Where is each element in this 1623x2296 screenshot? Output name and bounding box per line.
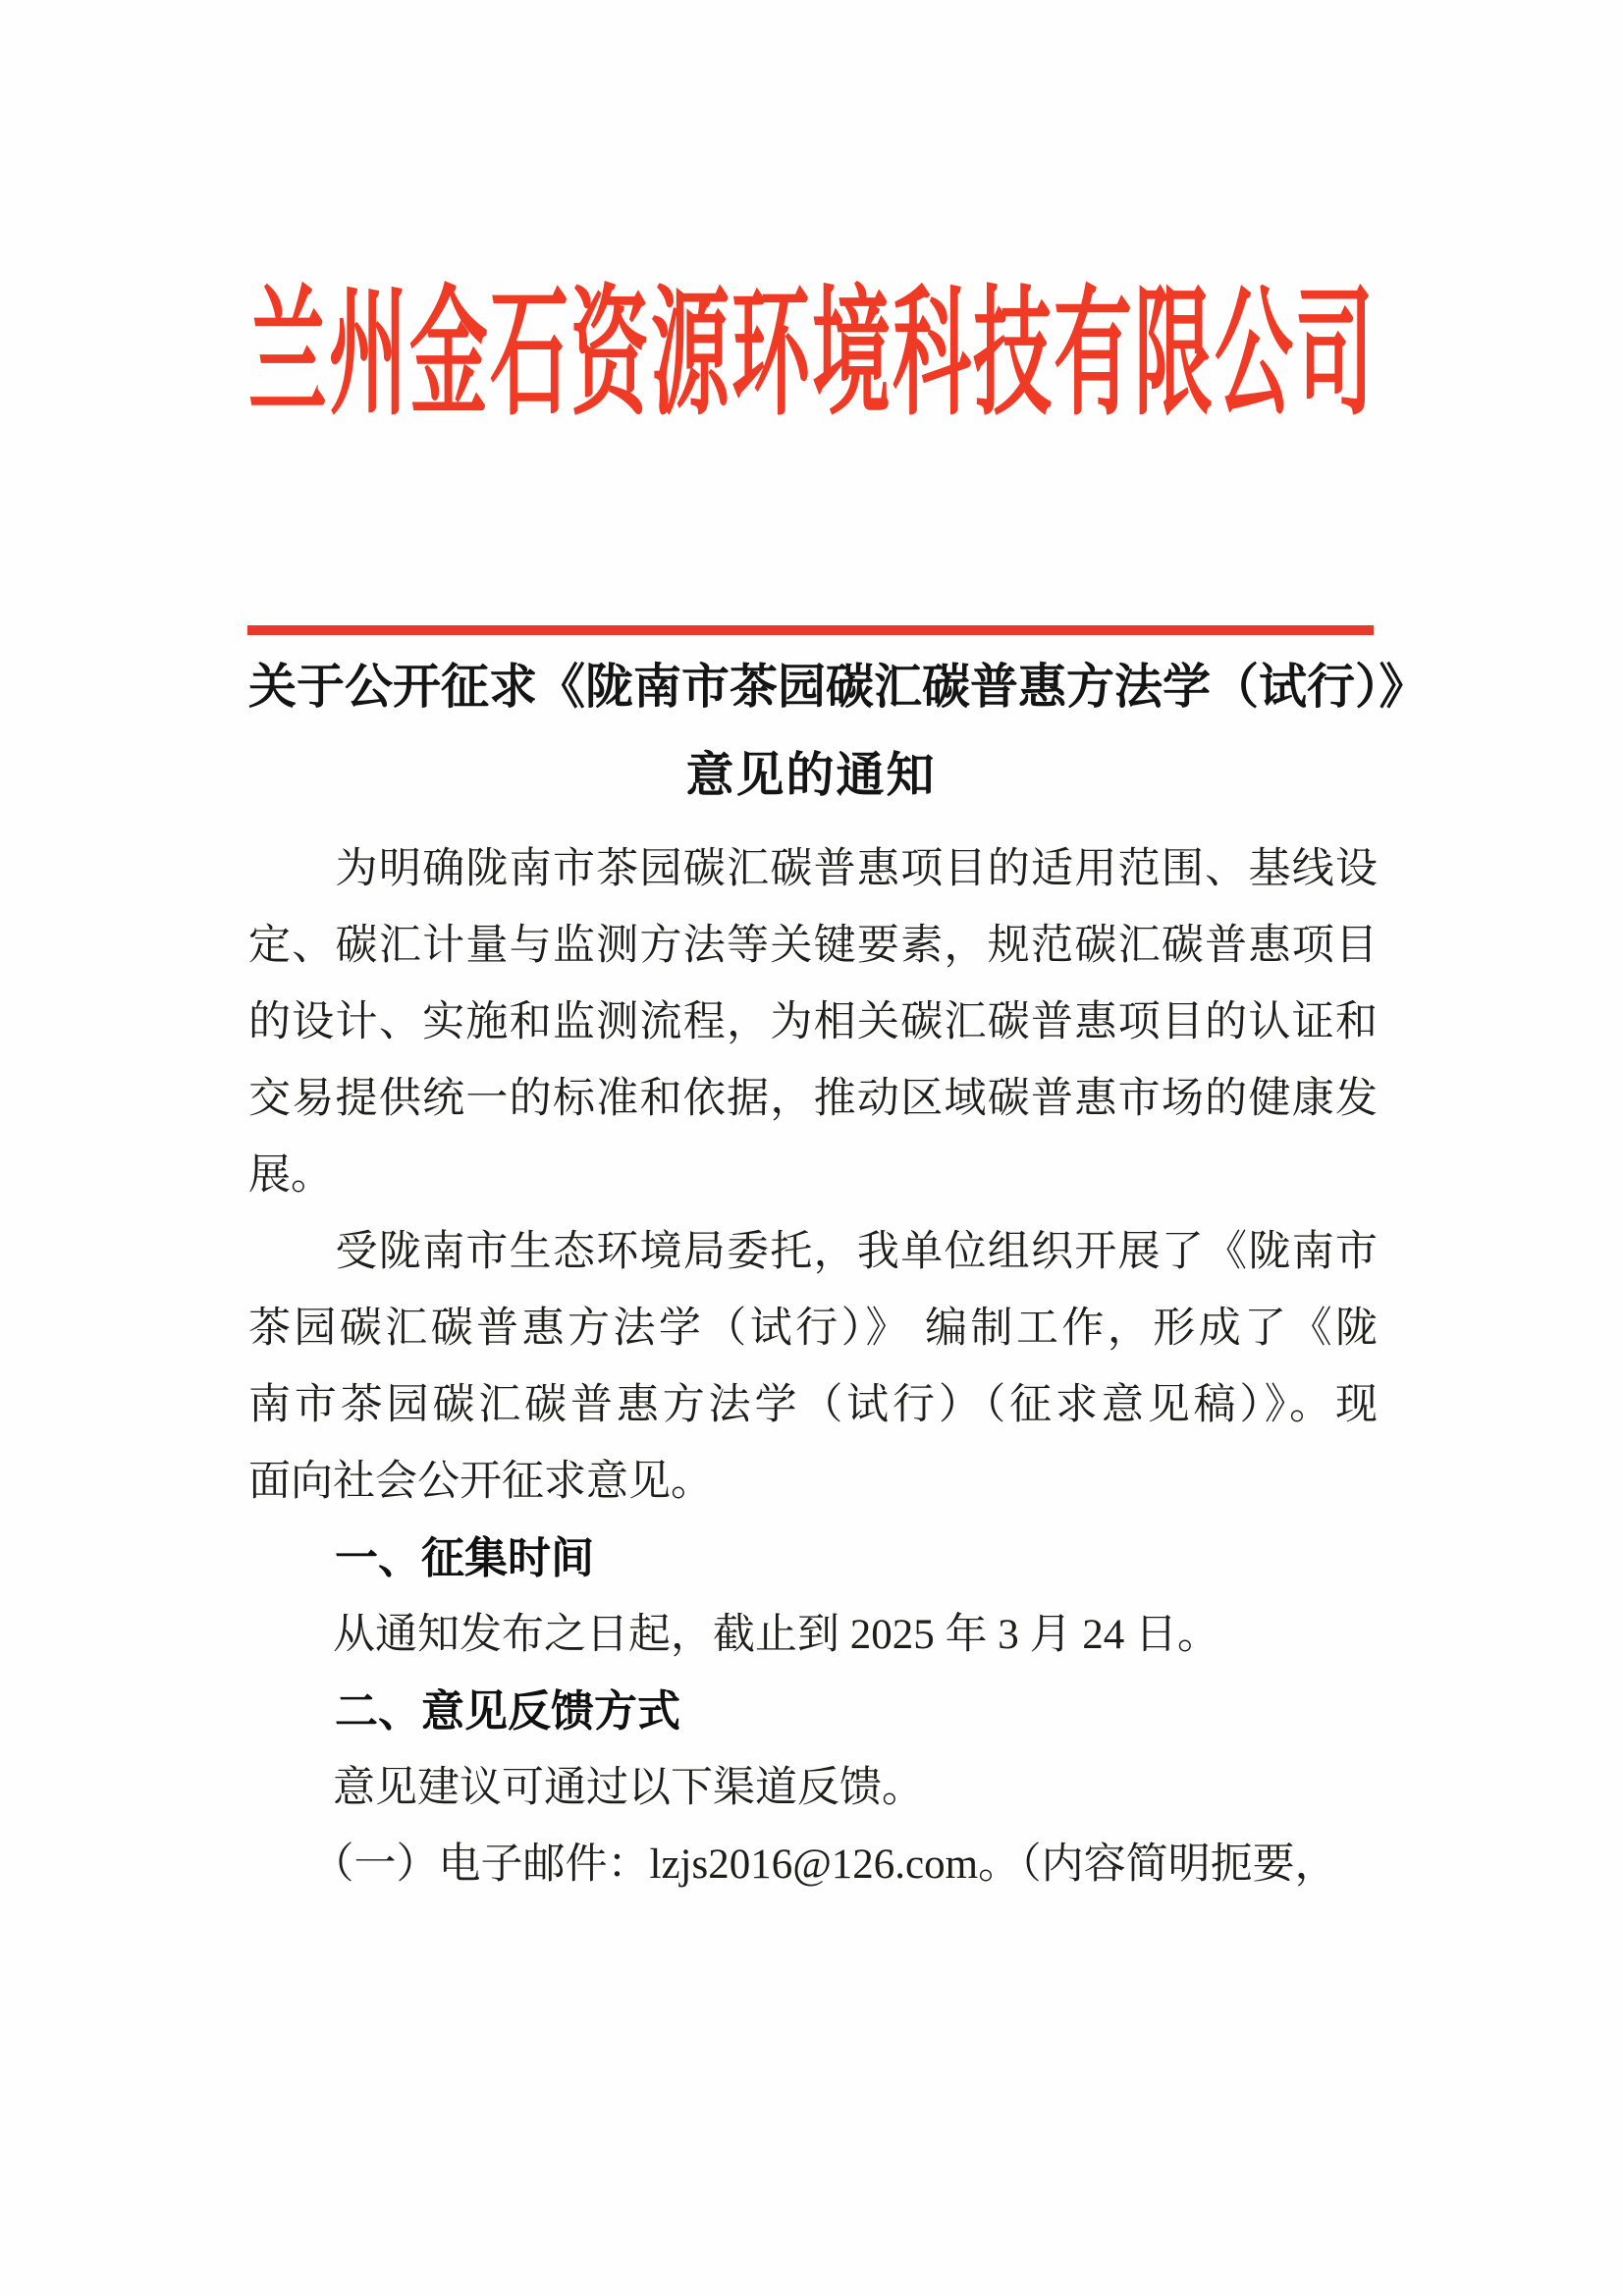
section-heading-feedback-method: 二、意见反馈方式 [248, 1687, 680, 1735]
company-letterhead: 兰州金石资源环境科技有限公司 [248, 279, 1374, 434]
paragraph1-line2: 定、碳汇计量与监测方法等关键要素，规范碳汇碳普惠项目 [248, 923, 1378, 969]
document-body [248, 831, 1378, 1903]
paragraph2-line3: 南市茶园碳汇碳普惠方法学（试行）（征求意见稿）》。现 [248, 1382, 1378, 1428]
document-title-line1: 关于公开征求《陇南市茶园碳汇碳普惠方法学（试行）》 [248, 660, 1428, 714]
letterhead-divider-rule [247, 625, 1374, 635]
section-heading-collection-time: 一、征集时间 [248, 1534, 594, 1582]
paragraph1-line1: 为明确陇南市茶园碳汇碳普惠项目的适用范围、基线设 [248, 846, 1378, 892]
paragraph1-line4: 交易提供统一的标准和依据，推动区域碳普惠市场的健康发 [248, 1076, 1378, 1122]
paragraph1-line5: 展。 [248, 1152, 333, 1199]
paragraph2-line1: 受陇南市生态环境局委托，我单位组织开展了《陇南市 [248, 1229, 1378, 1275]
paragraph1-line3: 的设计、实施和监测流程，为相关碳汇碳普惠项目的认证和 [248, 999, 1378, 1045]
collection-deadline-line: 从通知发布之日起，截止到 2025 年 3 月 24 日。 [248, 1612, 1219, 1658]
document-title-line2: 意见的通知 [685, 748, 937, 802]
email-contact-line: （一）电子邮件：lzjs2016@126.com。（内容简明扼要， [248, 1842, 1337, 1888]
paragraph2-line2: 茶园碳汇碳普惠方法学（试行）》 编制工作，形成了《陇 [248, 1306, 1378, 1352]
feedback-intro-line: 意见建议可通过以下渠道反馈。 [248, 1765, 924, 1811]
document-title [248, 643, 1428, 820]
paragraph2-line4: 面向社会公开征求意见。 [248, 1459, 713, 1505]
